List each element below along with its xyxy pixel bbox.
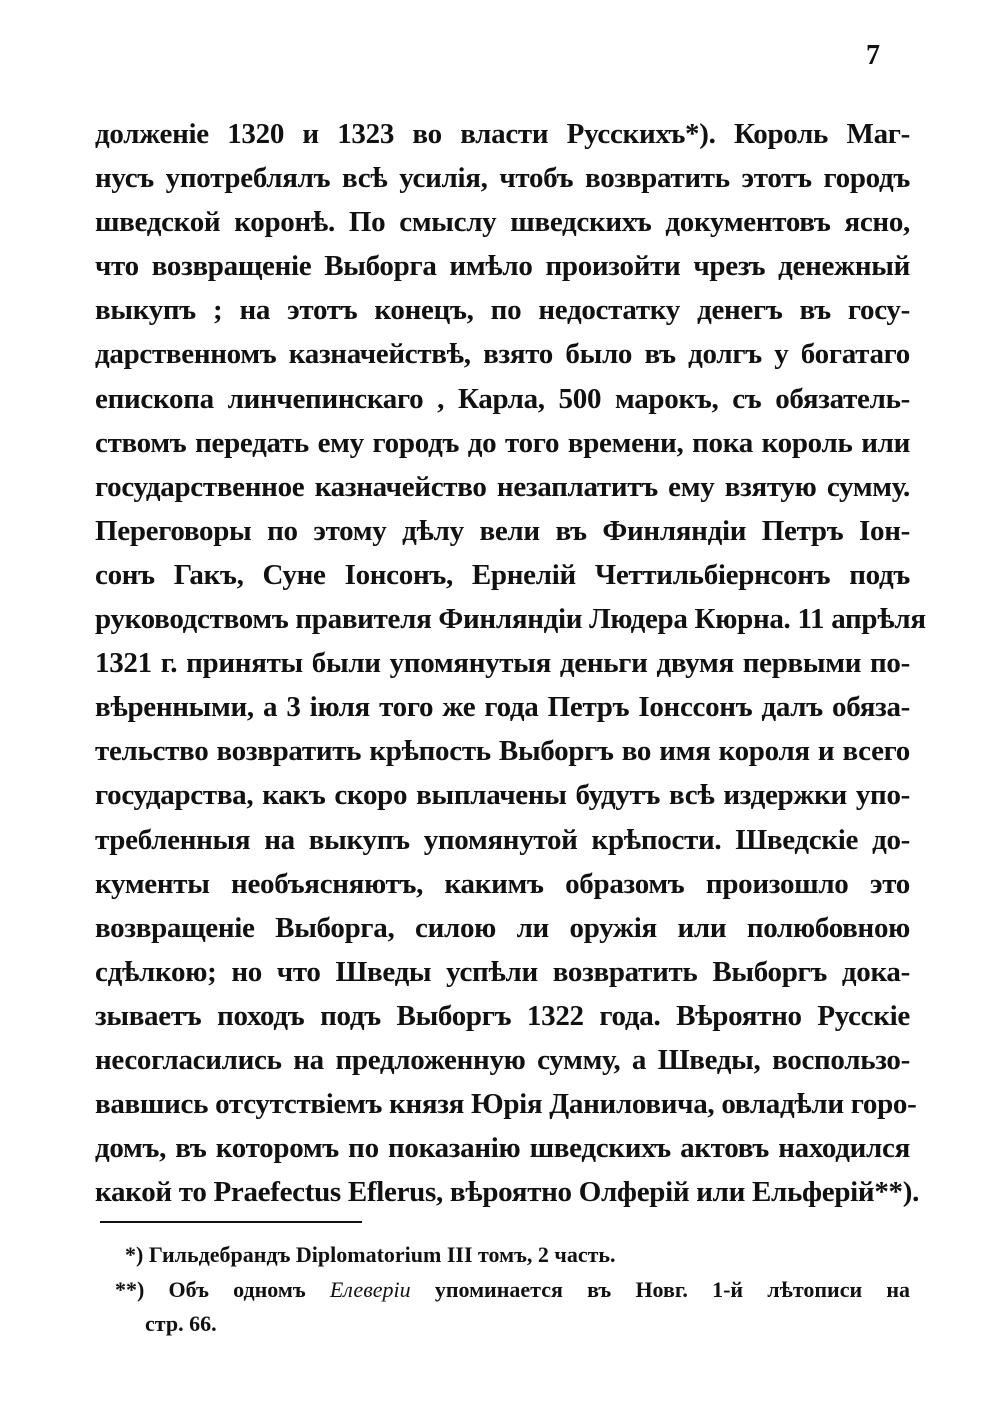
footnote-2 <box>115 1273 910 1307</box>
text-line: вѣренными, а 3 іюля того же года Петръ Іонссонъ далъ обяза- <box>95 691 910 724</box>
text-line: несогласились на предложенную сумму, а Шведы, воспользо- <box>95 1043 910 1076</box>
text-line: ствомъ передать ему городъ до того времени, пока король или <box>95 426 910 459</box>
text-line: сонъ Гакъ, Суне Іонсонъ, Ернелій Четтильбіернсонъ подъ <box>95 558 910 591</box>
text-line: вавшись отсутствіемъ князя Юрія Даниловича, овладѣли горо- <box>95 1088 917 1121</box>
footnote-divider <box>100 1221 362 1223</box>
text-line: тельство возвратить крѣпость Выборгъ во имя короля и всего <box>95 735 910 768</box>
text-line: какой то Praefectus Eflerus, вѣроятно Олферій или Ельферій**). <box>95 1176 920 1209</box>
footnote-2-italic: Елеверіи <box>329 1277 411 1302</box>
footnote-2-end: упоминается въ Новг. 1-й лѣтописи на <box>410 1277 910 1302</box>
text-line: требленныя на выкупъ упомянутой крѣпости. Шведскіе до- <box>95 823 910 856</box>
text-line: зываетъ походъ подъ Выборгъ 1322 года. Вѣроятно Русскіе <box>95 999 910 1032</box>
text-line: государства, какъ скоро выплачены будутъ всѣ издержки упо- <box>95 779 910 812</box>
text-line: что возвращеніе Выборга имѣло произойти чрезъ денежный <box>95 250 910 283</box>
footnote-2-start: **) Объ одномъ <box>115 1277 330 1302</box>
text-line: шведской коронѣ. По смыслу шведскихъ документовъ ясно, <box>95 206 910 239</box>
page-number: 7 <box>866 40 880 71</box>
text-line: возвращеніе Выборга, силою ли оружія или полюбовною <box>95 911 910 944</box>
text-line: нусъ употреблялъ всѣ усилія, чтобъ возвратить этотъ городъ <box>95 162 910 195</box>
text-line: руководствомъ правителя Финляндіи Людера Кюрна. 11 апрѣля <box>95 603 926 636</box>
text-line: выкупъ ; на этотъ конецъ, по недостатку денегъ въ госу- <box>95 294 910 327</box>
text-line: государственное казначейство незаплатитъ ему взятую сумму. <box>95 470 910 503</box>
text-line: 1321 г. приняты были упомянутыя деньги двумя первыми по- <box>95 647 910 680</box>
footnote-1: *) Гильдебрандъ Diplomatorium III томъ, 2 часть. <box>125 1242 616 1267</box>
body-text <box>95 112 926 1214</box>
text-line: кументы необъясняютъ, какимъ образомъ произошло это <box>95 867 910 900</box>
text-line: долженіе 1320 и 1323 во власти Русскихъ*). Король Маг- <box>95 118 910 150</box>
text-line: Переговоры по этому дѣлу вели въ Финляндіи Петръ Іон- <box>95 514 910 547</box>
text-line: дарственномъ казначействѣ, взято было въ долгъ у богатаго <box>95 338 910 371</box>
text-line: епископа линчепинскаго , Карла, 500 марокъ, съ обязатель- <box>95 382 910 415</box>
footnote-2-continuation: стр. 66. <box>145 1311 217 1336</box>
text-line: сдѣлкою; но что Шведы успѣли возвратить Выборгъ дока- <box>95 955 910 988</box>
text-line: домъ, въ которомъ по показанію шведскихъ актовъ находился <box>95 1132 910 1165</box>
